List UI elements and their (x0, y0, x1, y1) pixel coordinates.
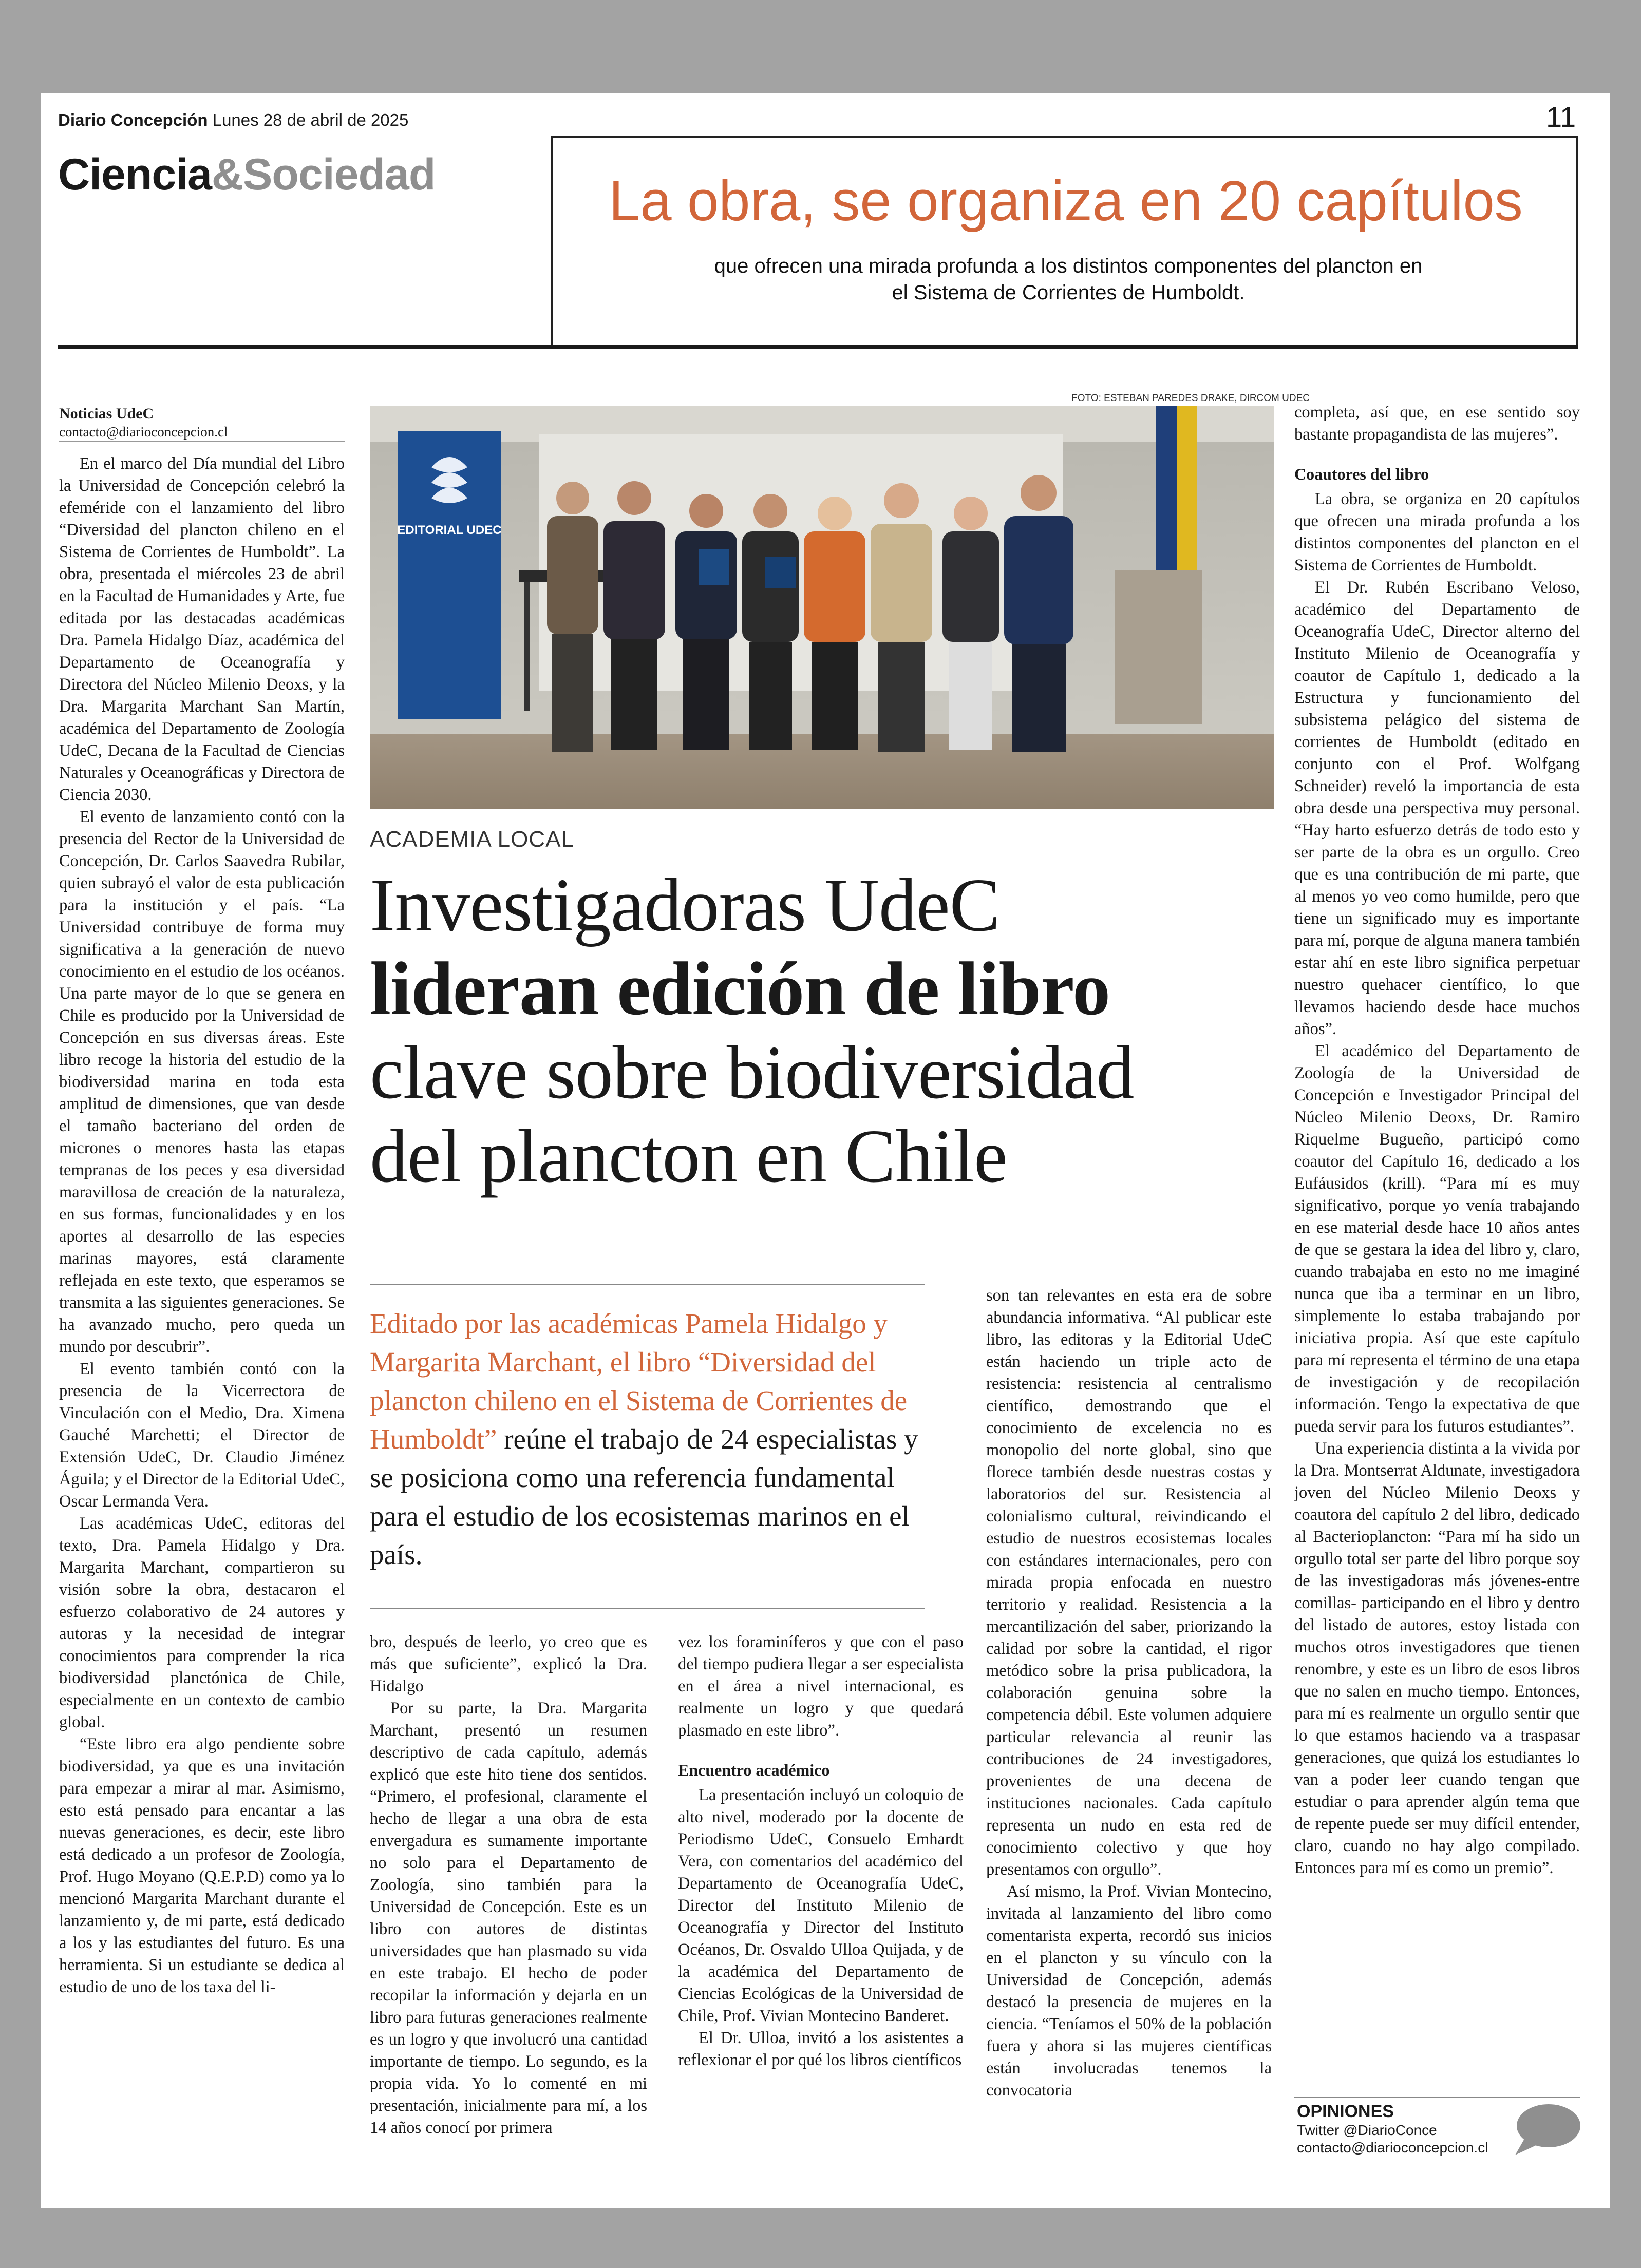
banner-box-border-left (551, 136, 553, 346)
column-4 (986, 1285, 1272, 2102)
lead-highlight: Editado por las académicas Pamela Hidalgo y Margarita Marchant, el libro “Diversidad del plancton chileno en el Sistema de Corrientes de Humboldt” (370, 1308, 908, 1455)
byline-author: Noticias UdeC (59, 405, 154, 422)
col5-paragraph: El académico del Departamento de Zoología de la Universidad de Concepción e Investigador Principal del Núcleo Milenio Deoxs, Dr. Ramiro Riquelme Bugueño, participó como coautor del Capítulo 16, dedicado a los Eufáusidos (krill). “Para mí es muy significativo, porque yo venía trabajando en ese material desde hace 10 años antes de que se gestara la idea del libro y, claro, cuando trabajaba en esto no me imaginé nunca que iba a terminar en un libro, simplemente lo estaba trabajando por iniciativa propia. Así que este capítulo para mí representa el término de una etapa de investigación y de recopilación información. Tengo la expectativa de que pueda servir para los futuros estudiantes”. (1294, 1042, 1580, 1436)
subheading-encuentro: Encuentro académico (678, 1761, 830, 1779)
byline-email: contacto@diarioconcepcion.cl (59, 424, 228, 440)
col4-paragraph: Así mismo, la Prof. Vivian Montecino, invitada al lanzamiento del libro como comentarista experta, recordó sus inicios en el plancton y su vínculo con la Universidad de Concepción, además destacó la presencia de mujeres en la ciencia. “Teníamos el 50% de la población fuera y ahora si las mujeres científicas están involucradas tenemos la convocatoria (986, 1882, 1272, 2100)
section-title-part1: Ciencia (58, 150, 212, 199)
lead-text: reúne el trabajo de 24 especialistas y se posiciona como una referencia fundamental para el estudio de los ecosistemas marinos en el país. (370, 1423, 918, 1570)
col5-paragraph: Una experiencia distinta a la vivida por la Dra. Montserrat Aldunate, investigadora joven del Núcleo Milenio Deoxs y coautora del capítulo 2 del libro, dedicado al Bacterioplancton: “Para mí ha sido un orgullo total ser parte del libro porque soy de las investigadoras más jóvenes-entre comillas- participando en el libro y dentro del listado de autores, estoy listada con muchos otros investigadores que tienen renombre, y este es un libro de esos libros que no salen en mucho tiempo. Entonces, para mí es realmente un orgullo sentir que lo que estamos haciendo va a traspasar generaciones, que quizá los estudiantes lo van a poder leer cuando tengan que estudiar o para aprender algún tema que de repente puede ser muy difícil entender, claro, cuando no hay algo compilado. Entonces para mí es como un premio”. (1294, 1439, 1580, 1877)
col2-paragraph: bro, después de leerlo, yo creo que es más que suficiente”, explicó la Dra. Hidalgo (370, 1633, 647, 1695)
opiniones-rule (1294, 2097, 1580, 2098)
banner-box-border-right (1576, 136, 1578, 346)
paper-name: Diario Concepción (58, 110, 208, 129)
col3-paragraph: El Dr. Ulloa, invitó a los asistentes a reflexionar el por qué los libros científicos (678, 2029, 964, 2069)
page-number: 11 (1546, 101, 1576, 133)
opiniones-twitter[interactable]: Twitter @DiarioConce (1297, 2122, 1437, 2138)
headline (370, 864, 1294, 1198)
event-photo-image (370, 406, 1274, 809)
headline-line-4: del plancton en Chile (370, 1114, 1007, 1198)
event-photo (370, 406, 1274, 809)
headline-line-1: Investigadoras UdeC (370, 863, 1000, 947)
section-title (58, 149, 435, 200)
masthead-rule (58, 345, 1578, 349)
opiniones-email[interactable]: contacto@diarioconcepcion.cl (1297, 2140, 1488, 2156)
byline (59, 405, 347, 441)
col5-paragraph: completa, así que, en ese sentido soy bastante propagandista de las mujeres”. (1294, 403, 1580, 444)
photo-credit: FOTO: ESTEBAN PAREDES DRAKE, DIRCOM UDEC (1071, 393, 1310, 404)
byline-rule (59, 441, 345, 442)
issue-date: Lunes 28 de abril de 2025 (212, 110, 409, 129)
column-1 (59, 453, 345, 1998)
col5-paragraph: El Dr. Rubén Escribano Veloso, académico del Departamento de Oceanografía UdeC, Director alterno del Instituto Milenio de Oceanografía y coautor de Capítulo 1, dedicado a la Estructura y funcionamiento del subsistema pelágico del sistema de corrientes de Humboldt (editado en conjunto con el Prof. Wolfgang Schneider) reveló la importancia de esta obra desde una perspectiva muy personal. “Hay harto esfuerzo detrás de todo esto y ser parte de la obra es un orgullo. Creo que es una contribución de mi parte, que al menos yo veo como humilde, pero que tiene un significado muy es importante para mí, porque de alguna manera también estar ahí en este libro significa perpetuar nuestro quehacer científico, lo que llevamos haciendo desde hace muchos años”. (1294, 578, 1580, 1038)
banner-quote: La obra, se organiza en 20 capítulos (609, 169, 1523, 233)
subheading-coautores: Coautores del libro (1294, 465, 1429, 483)
col1-paragraph: En el marco del Día mundial del Libro la Universidad de Concepción celebró la efeméride con el lanzamiento del libro “Diversidad del plancton chileno en el Sistema de Corrientes de Humboldt”. La obra, presentada el miércoles 23 de abril en la Facultad de Humanidades y Arte, fue editada por las destacadas académicas Dra. Pamela Hidalgo Díaz, académica del Departamento de Oceanografía y Directora del Núcleo Milenio Deoxs, y la Dra. Margarita Marchant San Martín, académica del Departamento de Zoología UdeC, Decana de la Facultad de Ciencias Naturales y Oceanográficas y Directora de Ciencia 2030. (59, 454, 345, 804)
speech-bubble-icon (1510, 2101, 1582, 2158)
editorial-banner-text: EDITORIAL UDEC (397, 523, 502, 537)
col2-paragraph: Por su parte, la Dra. Margarita Marchant, presentó un resumen descriptivo de cada capítulo, además explicó que este hito tiene dos sentidos. “Primero, el profesional, claramente el hecho de llegar a una obra de esta envergadura es sumamente importante no solo para el Departamento de Zoología, sino también para la Universidad de Concepción. Este es un libro con autores de distintas universidades que han plasmado su vida en este trabajo. El hecho de poder recopilar la información y dejarla en un libro para futuras generaciones realmente es un logro y que involucró una cantidad importante de tiempo. Lo segundo, es la propia vida. Yo lo comenté en mi presentación, inicialmente para mí, a los 14 años conocí por primera (370, 1699, 647, 2137)
lead-rule-bottom (370, 1608, 925, 1609)
banner-box-border-top (551, 136, 1578, 138)
newspaper-page (41, 93, 1610, 2208)
col1-paragraph: El evento de lanzamiento contó con la presencia del Rector de la Universidad de Concepción, Dr. Carlos Saavedra Rubilar, quien subrayó el valor de esta publicación para la institución y el país. “La Universidad contribuye de forma muy significativa a la generación de nuevo conocimiento en el estudio de los océanos. Una parte mayor de lo que se genera en Chile es producido por la Universidad de Concepción en sus diversas áreas. Este libro recoge la historia del estudio de la biodiversidad marina en toda esta amplitud de dimensiones, que van desde el tamaño bacteriano del orden de micrones o menores hasta las etapas tempranas de los peces y esa diversidad maravillosa de creación de la naturaleza, en sus formas, funcionalidades y en los aportes al desarrollo de las especies marinas mayores, está claramente reflejada en este texto, que esperamos se transmita a las siguientes generaciones. Se ha avanzado mucho, pero queda un mundo por descubrir”. (59, 808, 345, 1356)
column-5 (1294, 402, 1580, 1879)
column-2 (370, 1631, 647, 2139)
masthead-line (58, 110, 408, 130)
col4-paragraph: son tan relevantes en esta era de sobre abundancia informativa. “Al publicar este libro, las editoras y la Editorial UdeC están haciendo un triple acto de resistencia: resistencia al centralismo científico, demostrando que el conocimiento de excelencia no es monopolio del norte global, sino que florece también desde nuestras costas y laboratorios del sur. Resistencia al colonialismo cultural, reivindicando el estudio de nuestros ecosistemas locales con estándares internacionales, pero con mirada propia enfocada en nuestro territorio y realidad. Resistencia a la mercantilización del saber, priorizando la calidad por sobre la cantidad, el rigor metódico sobre la prisa publicadora, la colaboración genuina sobre la competencia débil. Este volumen adquiere particular relevancia al reunir las contribuciones de 24 investigadores, provenientes de una decena de instituciones nacionales. Cada capítulo representa un nudo en esta red de conocimiento colectivo y que hoy presentamos con orgullo”. (986, 1286, 1272, 1879)
lead-rule-top (370, 1284, 925, 1285)
col1-paragraph: El evento también contó con la presencia de la Vicerrectora de Vinculación con el Medio, Dra. Ximena Gauché Marchetti; el Director de Extensión UdeC, Dr. Claudio Jiménez Águila; y el Director de la Editorial UdeC, Oscar Lermanda Vera. (59, 1360, 345, 1511)
article-kicker: ACADEMIA LOCAL (370, 827, 574, 852)
col3-paragraph: vez los foraminíferos y que con el paso del tiempo pudiera llegar a ser especialista en el área a nivel internacional, es realmente un logro y que quedará plasmado en este libro”. (678, 1633, 964, 1740)
opiniones-box (1297, 2101, 1502, 2157)
column-3 (678, 1631, 964, 2071)
col1-paragraph: Las académicas UdeC, editoras del texto, Dra. Pamela Hidalgo y Dra. Margarita Marchant, compartieron su visión sobre la obra, destacaron el esfuerzo colaborativo de 24 autores y autoras y la necesidad de integrar conocimientos para comprender la rica biodiversidad planctónica de Chile, especialmente en un contexto de cambio global. (59, 1514, 345, 1731)
headline-line-3: clave sobre biodiversidad (370, 1031, 1134, 1115)
headline-line-2: lideran edición de libro (370, 947, 1110, 1031)
col1-paragraph: “Este libro era algo pendiente sobre biodiversidad, ya que es una invitación para empezar a mirar al mar. Asimismo, esto está pensado para encantar a las nuevas generaciones, es decir, este libro está dedicado a un profesor de Zoología, Prof. Hugo Moyano (Q.E.P.D) como ya lo mencionó Margarita Marchant durante el lanzamiento y, de mi parte, está dedicado a los y las estudiantes del futuro. Es una herramienta. Si un estudiante se dedica al estudio de uno de los taxa del li- (59, 1735, 345, 1996)
article-lead (370, 1304, 925, 1574)
col5-paragraph: La obra, se organiza en 20 capítulos que ofrecen una mirada profunda a los distintos componentes del plancton en el Sistema de Corrientes de Humboldt. (1294, 490, 1580, 575)
banner-subquote: que ofrecen una mirada profunda a los distintos componentes del plancton en el Sistema de Corrientes de Humboldt. (714, 255, 1423, 304)
section-title-part2: &Sociedad (211, 150, 436, 199)
col3-paragraph: La presentación incluyó un coloquio de alto nivel, moderado por la docente de Periodismo UdeC, Consuelo Emhardt Vera, con comentarios del académico del Departamento de Oceanografía UdeC, Director del Instituto Milenio de Oceanografía y Director del Instituto Océanos, Dr. Osvaldo Ulloa Quijada, y de la académica del Departamento de Ciencias Ecológicas de la Universidad de Chile, Prof. Vivian Montecino Banderet. (678, 1786, 964, 2025)
opiniones-title: OPINIONES (1297, 2102, 1394, 2121)
